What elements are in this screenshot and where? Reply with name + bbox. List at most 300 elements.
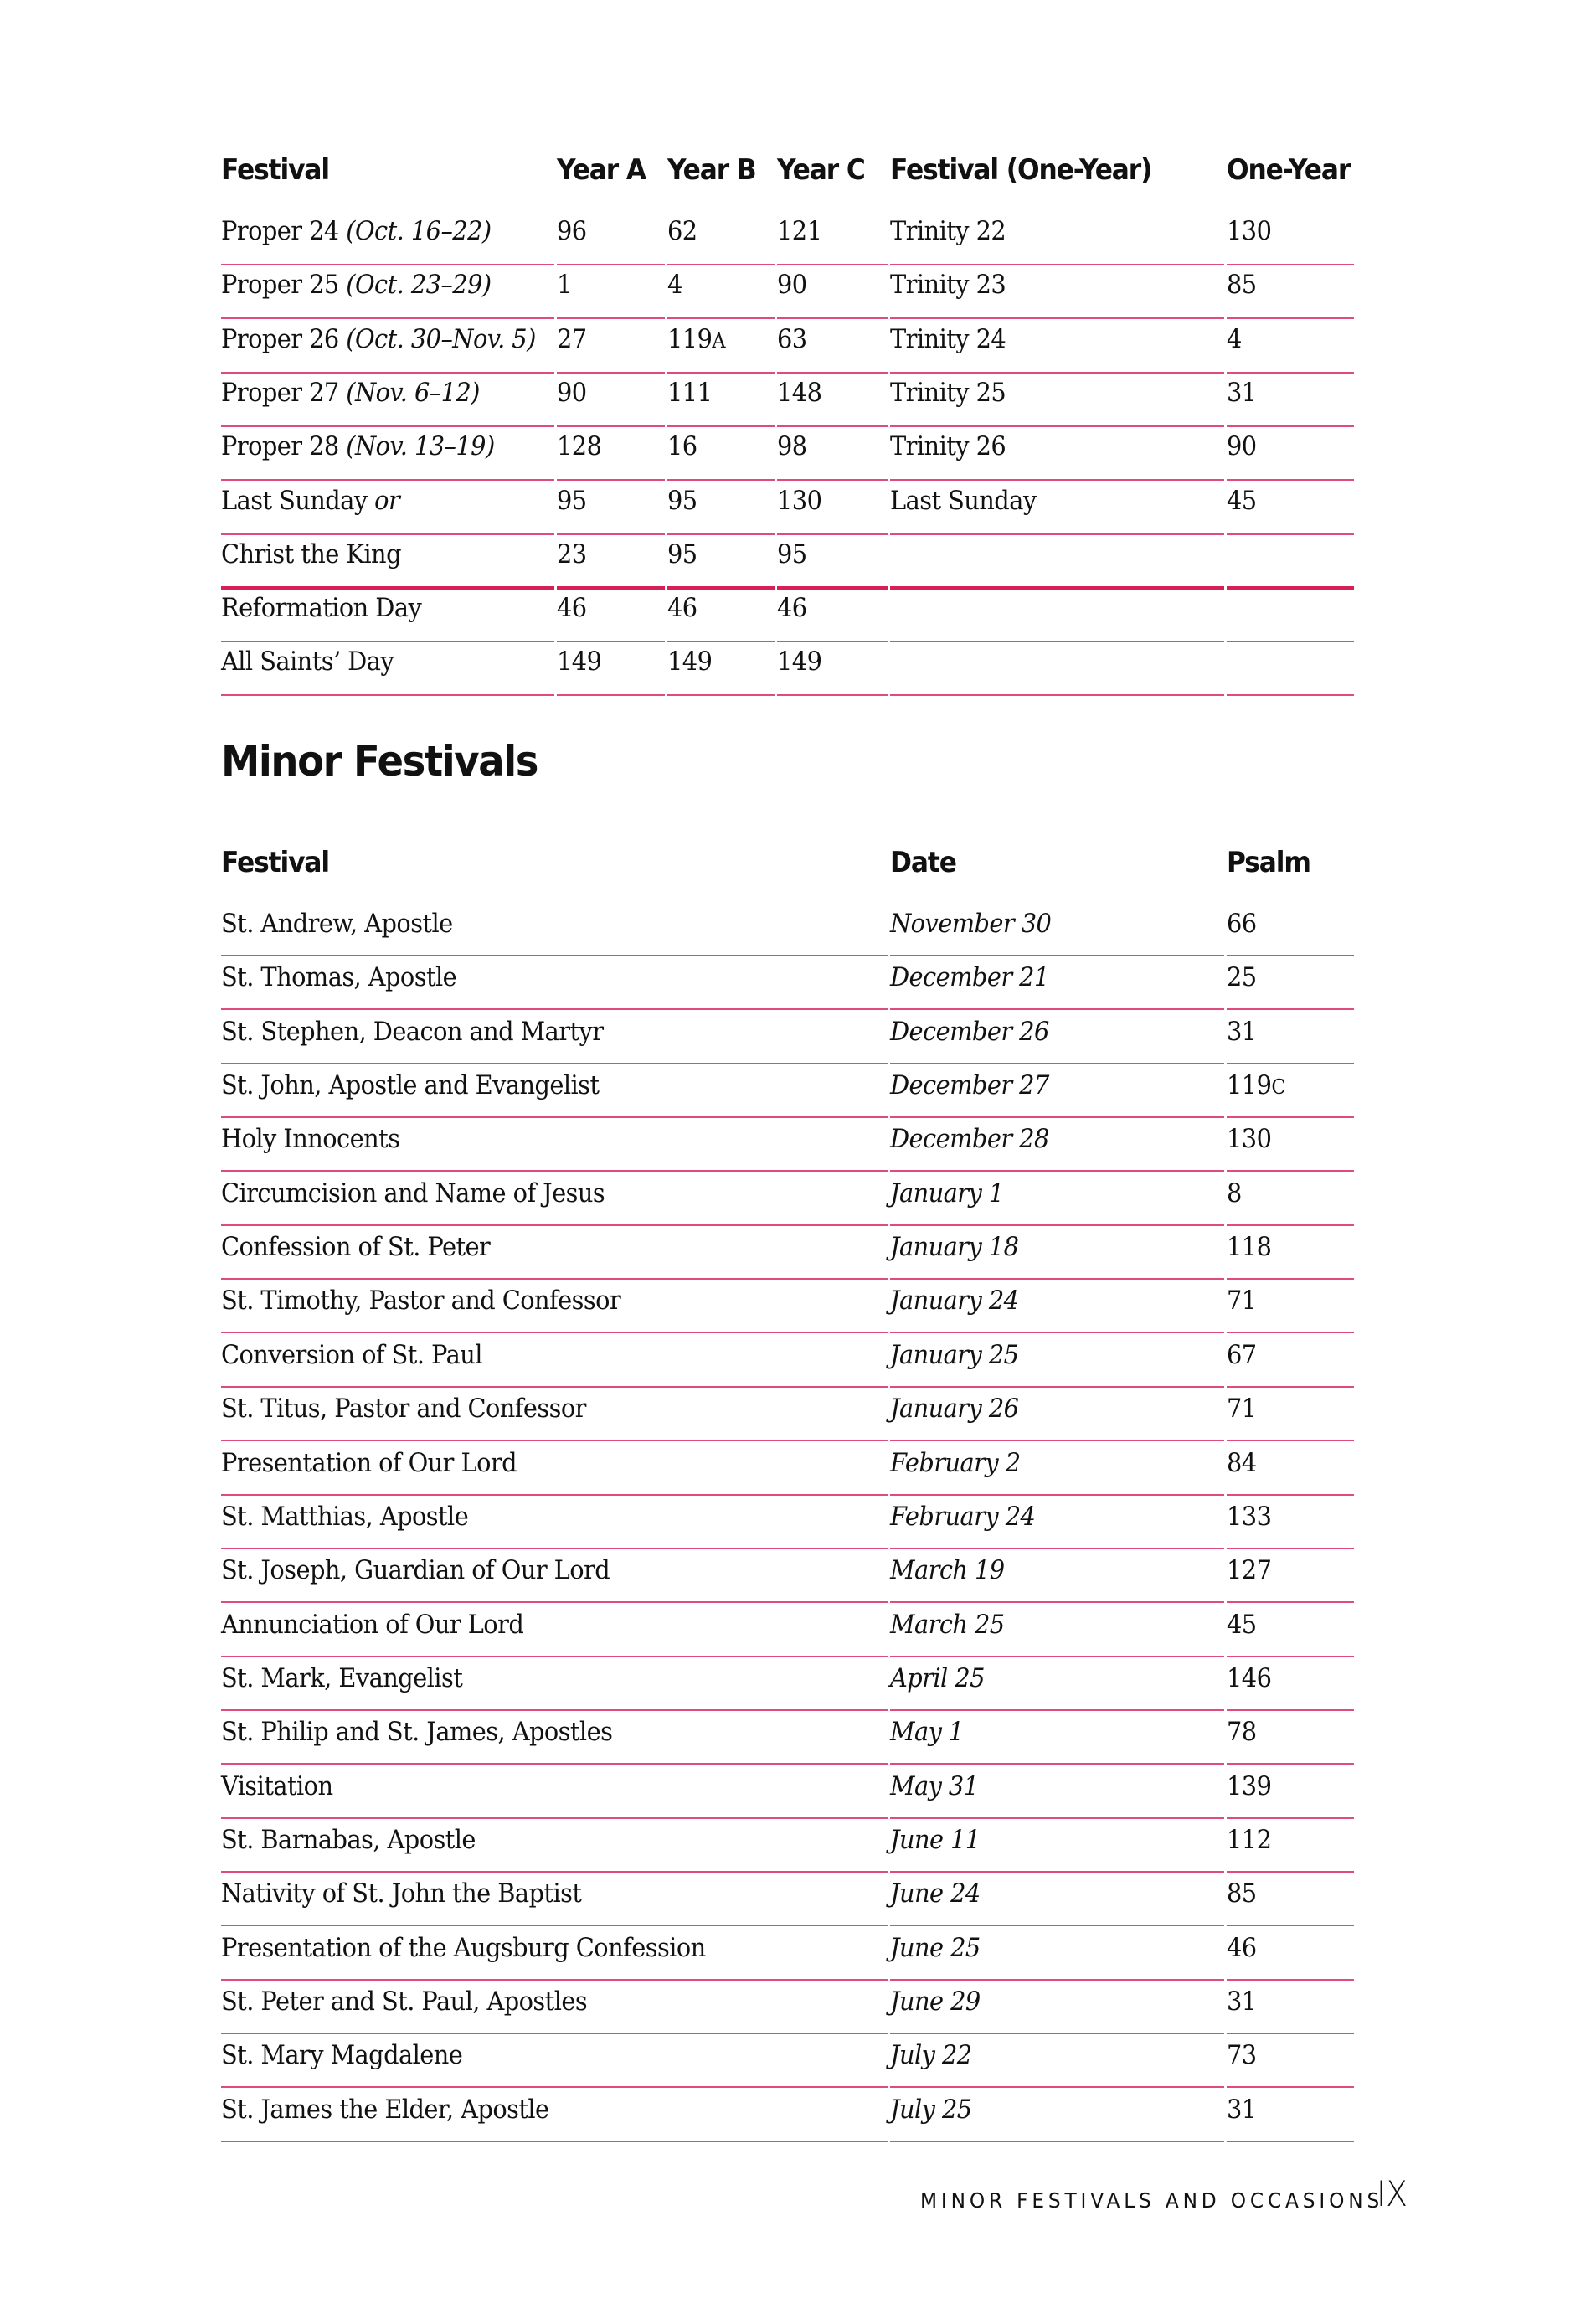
date-value: January 26 [890,1394,1019,1425]
cell-year-a [557,431,601,461]
cell-year-b [667,216,697,246]
psalm-value: 146 [1227,1662,1272,1693]
column-gap [1224,1925,1227,1926]
cell-year-c [777,539,807,569]
column-gap [888,586,890,590]
cell-date [890,1555,1005,1585]
column-gap [665,317,667,319]
psalm-value: 127 [1227,1555,1272,1586]
psalm-value: 8 [1227,1177,1242,1208]
psalm-value: 71 [1227,1394,1257,1425]
psalm-value: 71 [1227,1286,1257,1317]
year-c-value: 121 [777,216,822,246]
cell-psalm [1227,1933,1257,1963]
year-a-value: 1 [557,270,572,301]
cell-festival-one-year [890,324,1006,354]
section-title: Minor Festivals [221,737,538,786]
cell-year-b [667,324,725,354]
psalm-value: 112 [1227,1824,1272,1855]
column-gap [554,317,557,319]
column-gap [775,317,777,319]
year-c-value: 130 [777,485,822,516]
date-value: June 29 [890,1986,981,2017]
cell-festival [221,1610,523,1640]
header-date: Date [890,846,956,879]
psalm-value: 85 [1227,1878,1257,1909]
column-gap [1224,372,1227,374]
row-divider [221,1386,1354,1388]
column-gap [888,425,890,427]
column-gap [554,533,557,535]
festival-one-year-value: Last Sunday [890,485,1037,516]
cell-festival [221,216,492,246]
date-value: March 25 [890,1609,1005,1640]
cell-year-c [777,324,807,354]
column-gap [1224,694,1227,696]
cell-psalm [1227,1178,1242,1208]
year-b-value: 95 [667,538,697,569]
year-b-value: 4 [667,270,682,301]
column-gap [1224,1656,1227,1657]
column-gap [1224,1170,1227,1172]
column-gap [1224,1601,1227,1603]
cell-year-b [667,270,682,300]
festival-value: Presentation of the Augsburg Confession [221,1932,706,1963]
header-one-year: One-Year [1227,153,1351,187]
header-festival: Festival [221,846,330,879]
cell-date [890,1502,1035,1532]
cell-year-c [777,486,821,516]
psalm-value: 130 [1227,1124,1272,1155]
cell-psalm [1227,1286,1257,1316]
cell-date [890,1771,978,1801]
year-c-value: 95 [777,538,807,569]
column-gap [888,1601,890,1603]
column-gap [1224,479,1227,481]
cell-year-a [557,593,587,623]
row-divider [221,1278,1354,1280]
psalm-value: 119 [1227,1070,1272,1101]
date-value: July 25 [890,2094,972,2125]
festival-name: Proper 26 [221,323,347,354]
row-divider [221,1817,1354,1819]
cell-one-year [1227,270,1257,300]
psalm-value: 46 [1227,1932,1257,1963]
cell-festival [221,1933,706,1963]
column-gap [1224,2086,1227,2088]
column-gap [775,533,777,535]
row-divider [221,641,1354,642]
cell-date [890,1286,1018,1316]
festival-value: Visitation [221,1770,333,1801]
year-a-value: 128 [557,431,602,462]
column-gap [665,694,667,696]
festival-value: St. Andrew, Apostle [221,909,453,939]
cell-psalm [1227,1771,1271,1801]
cell-date [890,2040,972,2070]
column-gap [1224,955,1227,956]
year-a-value: 27 [557,323,587,354]
column-gap [888,955,890,956]
cell-date [890,1825,981,1855]
row-divider [221,425,1354,427]
date-value: July 22 [890,2040,972,2071]
column-gap [775,372,777,374]
cell-date [890,1610,1005,1640]
festival-name: Last Sunday [221,485,375,516]
festival-value: St. Timothy, Pastor and Confessor [221,1286,621,1317]
row-divider [221,1170,1354,1172]
year-b-value: 46 [667,593,697,624]
row-divider [221,264,1354,265]
cell-psalm [1227,1663,1271,1693]
cell-festival-one-year [890,270,1006,300]
column-gap [1224,1709,1227,1711]
cell-festival [221,1394,586,1424]
cell-psalm [1227,1986,1257,2017]
row-divider [221,317,1354,319]
cell-psalm [1227,962,1257,992]
row-divider [221,1063,1354,1064]
column-gap [554,372,557,374]
column-gap [888,1224,890,1226]
header-year-c: Year C [777,153,865,187]
column-gap [888,1925,890,1926]
cell-date [890,1017,1049,1047]
column-gap [888,372,890,374]
column-gap [888,1008,890,1010]
column-gap [775,641,777,642]
column-gap [775,694,777,696]
cell-festival [221,2095,549,2125]
column-gap [1224,1440,1227,1441]
column-gap [1224,1386,1227,1388]
row-divider [221,1548,1354,1549]
year-c-value: 63 [777,323,807,354]
cell-psalm [1227,1610,1257,1640]
row-divider [221,2033,1354,2034]
festival-name: Christ the King [221,538,401,569]
year-a-value: 46 [557,593,587,624]
date-value: February 24 [890,1501,1036,1532]
cell-date [890,962,1049,992]
column-gap [1224,1116,1227,1118]
column-gap [888,317,890,319]
column-gap [888,641,890,642]
cell-date [890,1986,981,2017]
one-year-value: 31 [1227,377,1257,408]
psalm-value: 31 [1227,1016,1257,1047]
row-divider [221,1709,1354,1711]
cell-festival [221,1448,517,1478]
festival-name: Proper 25 [221,270,347,301]
cell-year-b [667,539,697,569]
cell-year-c [777,270,807,300]
row-divider [221,1224,1354,1226]
column-gap [1224,1494,1227,1496]
festival-value: St. Philip and St. James, Apostles [221,1717,613,1748]
festival-date-range: or [374,485,400,516]
cell-one-year [1227,216,1271,246]
cell-festival [221,909,453,939]
festival-value: Annunciation of Our Lord [221,1609,524,1640]
one-year-value: 90 [1227,431,1257,462]
cell-psalm [1227,909,1257,939]
festival-value: St. Mary Magdalene [221,2040,463,2071]
festival-name: Proper 27 [221,377,347,408]
date-value: January 25 [890,1339,1019,1370]
column-gap [554,694,557,696]
column-gap [1224,264,1227,265]
column-gap [888,1817,890,1819]
cell-festival [221,1555,610,1585]
cell-festival [221,1124,399,1154]
cell-festival [221,1286,620,1316]
cell-date [890,1878,981,1909]
cell-festival [221,1771,332,1801]
row-divider [221,1008,1354,1010]
column-gap [888,1332,890,1333]
cell-festival [221,647,394,677]
cell-year-a [557,378,587,408]
cell-psalm [1227,1878,1257,1909]
cell-year-b [667,378,712,408]
cell-festival [221,1878,581,1909]
date-value: March 19 [890,1555,1005,1586]
psalm-part-suffix: A [712,328,726,353]
cell-one-year [1227,486,1257,516]
header-psalm: Psalm [1227,846,1310,879]
date-value: June 24 [890,1878,981,1909]
festival-value: Conversion of St. Paul [221,1339,482,1370]
festival-value: Presentation of Our Lord [221,1447,517,1478]
festival-value: St. Joseph, Guardian of Our Lord [221,1555,610,1586]
column-gap [888,1278,890,1280]
column-gap [554,264,557,265]
row-divider [221,955,1354,956]
cell-one-year [1227,431,1257,461]
year-a-value: 96 [557,216,587,246]
festival-value: Holy Innocents [221,1124,400,1155]
psalm-part-suffix: C [1271,1075,1286,1100]
cell-festival [221,270,492,300]
cell-date [890,1178,1004,1208]
festival-date-range: (Nov. 6–12) [346,377,480,408]
year-a-value: 23 [557,538,587,569]
column-gap [1224,2033,1227,2034]
date-value: June 11 [890,1824,981,1855]
column-gap [1224,1224,1227,1226]
cell-year-b [667,431,697,461]
column-gap [1224,2141,1227,2142]
psalm-value: 73 [1227,2040,1257,2071]
column-gap [665,264,667,265]
year-a-value: 95 [557,485,587,516]
psalm-value: 66 [1227,909,1257,939]
column-gap [665,533,667,535]
row-divider [221,2141,1354,2142]
cell-psalm [1227,1555,1271,1585]
column-gap [1224,586,1227,590]
year-b-value: 95 [667,485,697,516]
row-divider [221,1763,1354,1765]
column-gap [888,479,890,481]
date-value: January 18 [890,1232,1019,1263]
row-divider [221,372,1354,374]
column-gap [888,1979,890,1981]
festival-date-range: (Oct. 16–22) [346,216,492,246]
cell-date [890,1232,1018,1262]
column-gap [888,1170,890,1172]
date-value: January 1 [890,1177,1004,1208]
festival-name: All Saints’ Day [221,647,394,678]
psalm-value: 133 [1227,1501,1272,1532]
festival-value: St. James the Elder, Apostle [221,2094,549,2125]
cell-festival [221,1340,482,1370]
row-divider [221,1979,1354,1981]
festival-value: Nativity of St. John the Baptist [221,1878,582,1909]
section-divider [221,586,1354,590]
year-b-value: 149 [667,647,713,678]
row-divider [221,1601,1354,1603]
cell-date [890,2095,972,2125]
cell-festival [221,1232,490,1262]
date-value: May 31 [890,1770,979,1801]
festival-value: St. Matthias, Apostle [221,1501,469,1532]
festival-name: Proper 28 [221,431,347,462]
date-value: November 30 [890,909,1052,939]
cell-festival [221,1717,612,1747]
festival-one-year-value: Trinity 25 [890,377,1006,408]
festival-value: St. Mark, Evangelist [221,1662,463,1693]
column-gap [554,425,557,427]
row-divider [221,479,1354,481]
header-festival-one-year: Festival (One-Year) [890,153,1152,187]
row-divider [221,1332,1354,1333]
column-gap [554,641,557,642]
column-gap [888,2141,890,2142]
cell-psalm [1227,1124,1271,1154]
column-gap [888,264,890,265]
cell-date [890,1394,1018,1424]
row-divider [221,533,1354,535]
cell-date [890,1340,1018,1370]
cell-date [890,1070,1049,1100]
year-c-value: 98 [777,431,807,462]
festival-value: St. John, Apostle and Evangelist [221,1070,600,1101]
column-gap [888,1763,890,1765]
cell-year-c [777,647,821,677]
festival-name: Proper 24 [221,216,347,246]
column-gap [888,1440,890,1441]
cell-year-b [667,647,712,677]
cell-year-a [557,486,587,516]
column-gap [665,372,667,374]
festival-value: St. Peter and St. Paul, Apostles [221,1986,588,2017]
column-gap [665,641,667,642]
column-gap [888,1494,890,1496]
cell-festival [221,1502,468,1532]
cell-psalm [1227,1070,1285,1100]
date-value: April 25 [890,1662,985,1693]
column-gap [888,1063,890,1064]
cell-psalm [1227,2095,1257,2125]
festival-date-range: (Oct. 30–Nov. 5) [346,323,536,354]
date-value: January 24 [890,1286,1019,1317]
date-value: May 1 [890,1717,964,1748]
one-year-value: 4 [1227,323,1242,354]
column-gap [1224,1008,1227,1010]
cell-festival-one-year [890,431,1006,461]
row-divider [221,2086,1354,2088]
festival-one-year-value: Trinity 23 [890,270,1006,301]
cell-year-b [667,593,697,623]
year-a-value: 90 [557,377,587,408]
column-gap [888,694,890,696]
cell-year-a [557,270,572,300]
year-a-value: 149 [557,647,602,678]
cell-festival [221,486,399,516]
column-gap [1224,1979,1227,1981]
cell-one-year [1227,378,1257,408]
date-value: December 26 [890,1016,1049,1047]
cell-festival [221,1986,587,2017]
cell-festival [221,1178,605,1208]
cell-year-c [777,378,821,408]
festival-value: St. Stephen, Deacon and Martyr [221,1016,604,1047]
cell-date [890,1124,1049,1154]
cell-year-c [777,216,821,246]
year-b-value: 16 [667,431,697,462]
cell-festival [221,593,421,623]
column-gap [888,2086,890,2088]
column-gap [888,1386,890,1388]
column-gap [775,479,777,481]
cell-one-year [1227,324,1242,354]
year-b-value: 111 [667,377,713,408]
column-gap [665,479,667,481]
cell-festival-one-year [890,216,1006,246]
row-divider [221,1925,1354,1926]
festival-one-year-value: Trinity 22 [890,216,1006,246]
psalm-value: 118 [1227,1232,1272,1263]
column-gap [665,586,667,590]
column-gap [888,1871,890,1873]
column-gap [665,425,667,427]
cell-psalm [1227,1340,1257,1370]
cell-festival [221,2040,462,2070]
cell-festival [221,539,401,569]
cell-festival-one-year [890,486,1037,516]
psalm-value: 67 [1227,1339,1257,1370]
column-gap [1224,317,1227,319]
running-head: MINOR FESTIVALS AND OCCASIONS [920,2188,1384,2213]
row-divider [221,1116,1354,1118]
festival-value: Confession of St. Peter [221,1232,491,1263]
cell-date [890,909,1051,939]
year-c-value: 90 [777,270,807,301]
psalm-value: 31 [1227,1986,1257,2017]
row-divider [221,694,1354,696]
column-gap [775,264,777,265]
psalm-value: 139 [1227,1770,1272,1801]
date-value: December 21 [890,962,1049,993]
column-gap [888,533,890,535]
psalm-value: 25 [1227,962,1257,993]
header-year-b: Year B [667,153,756,187]
cell-year-b [667,486,697,516]
year-b-value: 119 [667,323,713,354]
